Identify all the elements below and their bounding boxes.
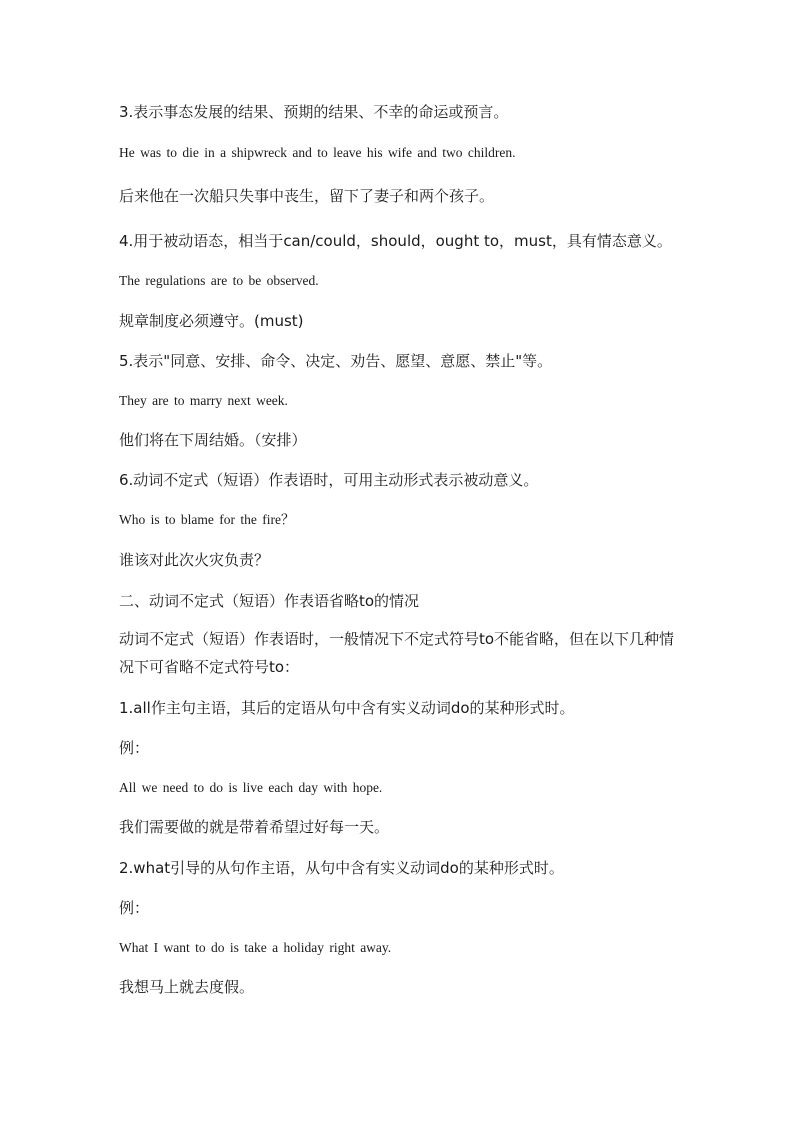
rule-3-example-en: He was to die in a shipwreck and to leave his wife and two children. bbox=[119, 145, 516, 160]
rule-4-example-en: The regulations are to be observed. bbox=[119, 273, 319, 288]
case-1-heading: 1.all作主句主语，其后的定语从句中含有实义动词do的某种形式时。 bbox=[119, 699, 575, 717]
case-2-example-en: What I want to do is take a holiday right away. bbox=[119, 940, 392, 955]
section-2-intro: 动词不定式（短语）作表语时，一般情况下不定式符号to不能省略，但在以下几种情况下可省略不定式符号to： bbox=[119, 630, 675, 676]
rule-4-heading: 4.用于被动语态，相当于can/could，should，ought to，must，具有情态意义。 bbox=[119, 232, 672, 250]
rule-5-example-cn: 他们将在下周结婚。（安排） bbox=[119, 431, 307, 449]
rule-6-example-cn: 谁该对此次火灾负责？ bbox=[119, 551, 270, 569]
case-2-example-cn: 我想马上就去度假。 bbox=[119, 978, 255, 996]
rule-6-heading: 6.动词不定式（短语）作表语时，可用主动形式表示被动意义。 bbox=[119, 471, 539, 489]
rule-3-heading: 3.表示事态发展的结果、预期的结果、不幸的命运或预言。 bbox=[119, 103, 509, 121]
case-2-example-label: 例： bbox=[119, 899, 150, 917]
rule-4-example-cn: 规章制度必须遵守。(must) bbox=[119, 312, 304, 330]
case-1-example-cn: 我们需要做的就是带着希望过好每一天。 bbox=[119, 818, 390, 836]
case-2-heading: 2.what引导的从句作主语，从句中含有实义动词do的某种形式时。 bbox=[119, 859, 564, 877]
rule-5-heading: 5.表示"同意、安排、命令、决定、劝告、愿望、意愿、禁止"等。 bbox=[119, 352, 553, 370]
case-1-example-label: 例： bbox=[119, 739, 150, 757]
section-2-heading: 二、动词不定式（短语）作表语省略to的情况 bbox=[119, 592, 420, 610]
rule-3-example-cn: 后来他在一次船只失事中丧生，留下了妻子和两个孩子。 bbox=[119, 187, 495, 205]
rule-5-example-en: They are to marry next week. bbox=[119, 393, 288, 408]
case-1-example-en: All we need to do is live each day with hope. bbox=[119, 780, 383, 795]
rule-6-example-en: Who is to blame for the fire？ bbox=[119, 512, 295, 527]
